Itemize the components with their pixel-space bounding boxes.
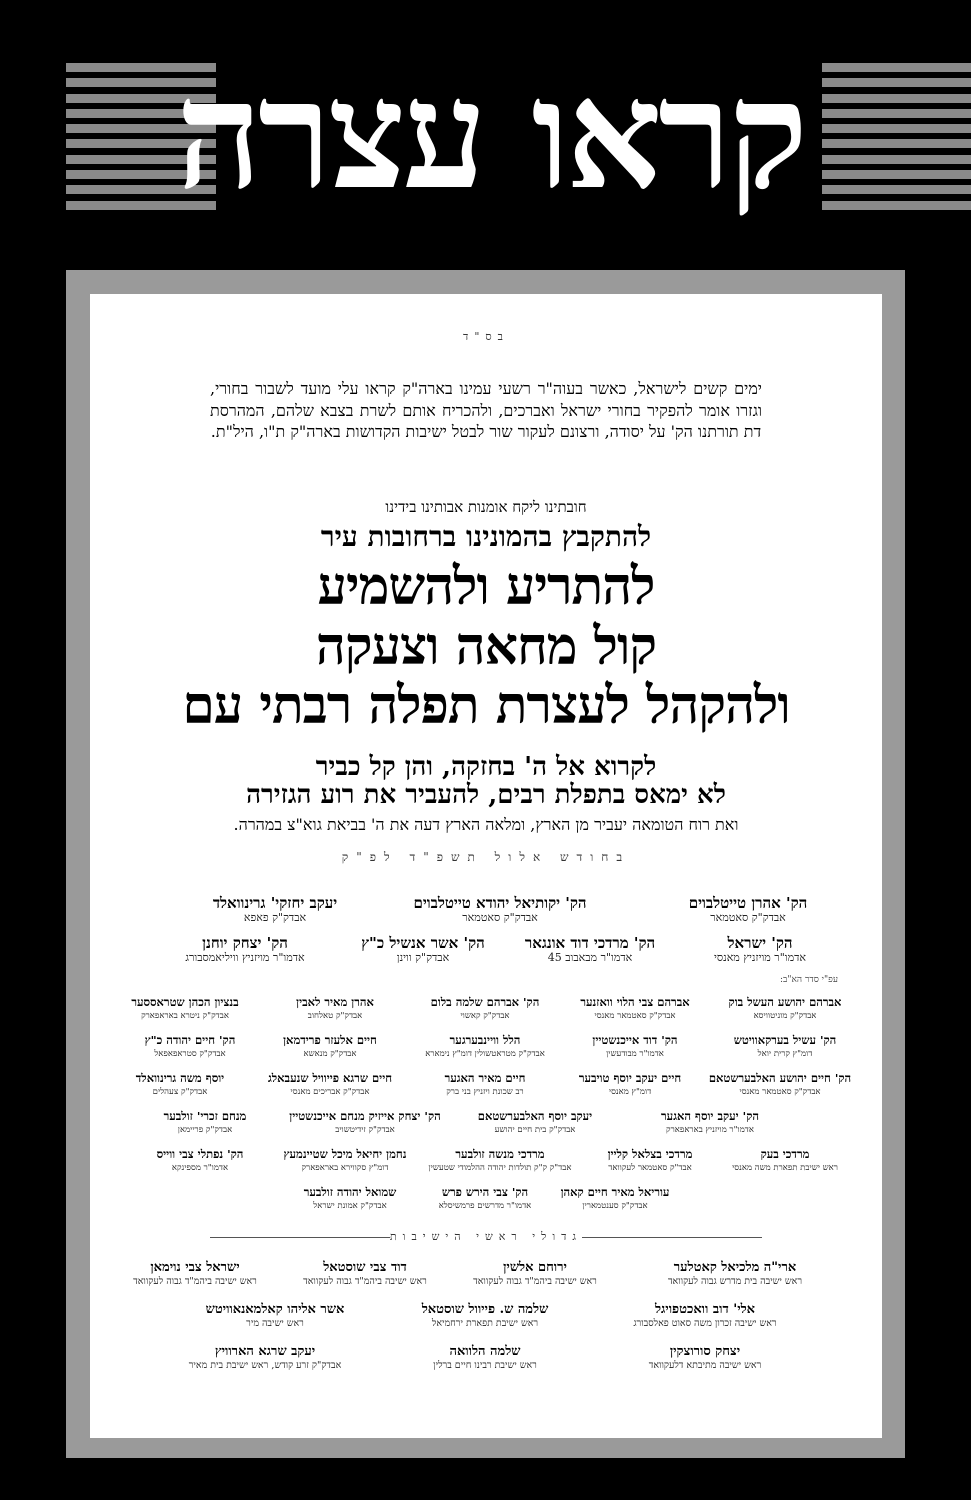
signer-title: דומ"ץ קרית יואל: [757, 1049, 813, 1059]
yeshiva-head: [590, 1302, 820, 1330]
signer-title: אבדק"ק אמונת ישראל: [313, 1201, 387, 1211]
headline-1: להתריע ולהשמיע: [317, 556, 655, 617]
signer-name: עוריאל מאיר חיים קאהן: [560, 1185, 670, 1199]
signer-name: הק' מרדכי דוד אונגאר: [524, 934, 656, 952]
closing-line: ואת רוח הטומאה יעביר מן הארץ, ומלאה הארץ דעה את ה' בביאת גוא"צ במהרה.: [233, 815, 739, 834]
signer-name: חיים מאיר האגער: [444, 1071, 526, 1085]
headline-3: ולהקהל לעצרת תפלה רבתי עם: [182, 675, 790, 736]
signer-title: אבדק"ק מנאשא: [303, 1049, 357, 1059]
signer: [710, 994, 860, 1022]
stripe: [822, 94, 971, 103]
signer-title: ראש ישיבה מתיבתא דלעקוואד: [648, 1360, 762, 1371]
signer-title: ראש ישיבה ביהמ"ד גבוה לעקוואד: [473, 1276, 597, 1287]
signer-title: אבדק"ק ווינן: [396, 951, 450, 964]
signer-title: אבדק"ק צעהלים: [152, 1087, 208, 1097]
signer: [270, 1146, 420, 1174]
stripe: [822, 201, 971, 210]
signer-name: יוסף משה גרינוואלד: [135, 1071, 225, 1085]
signer-title: אבד"ק סאטמאר לעקוואד: [608, 1163, 692, 1173]
signer-name: הק' חיים יהושע האלבערשטאם: [708, 1071, 852, 1085]
signer: [110, 1070, 250, 1098]
signer-name: ישראל צבי נוימאן: [150, 1260, 240, 1275]
signer-name: הק' יקותיאל יהודא טייטלבוים: [413, 894, 587, 912]
signer-title: אבדק"ק בית חיים יהושע: [494, 1125, 576, 1135]
subheadline-1: לקרוא אל ה' בחזקה, והן קל כביר: [315, 752, 657, 782]
signer-name: נחמן יחיאל מיכל שטיינמעץ: [283, 1147, 407, 1161]
signer-name: שלמה הלוואה: [449, 1344, 521, 1359]
signer: [460, 1108, 610, 1136]
signer-top: [190, 894, 360, 924]
signer-title: אבדק"ק סטראפאפאל: [154, 1049, 226, 1059]
signer-title: דומ"ץ מאנסי: [608, 1087, 652, 1097]
signer-name: הלל וויינבערגער: [449, 1033, 521, 1047]
signer-title: אבדק"ק סאטמאר מאנסי: [594, 1011, 676, 1021]
signer-title: אדמו"ר מויזניץ מאנסי: [713, 951, 806, 964]
document-body: [90, 294, 882, 1438]
stripe: [822, 155, 971, 164]
signer-name: מרדכי מנשה זולבער: [455, 1147, 545, 1161]
signer-name: ארי"ה מלכיאל קאטלער: [673, 1260, 797, 1275]
signer: [560, 1070, 700, 1098]
signer-name: מנחם זכרי' זולבער: [163, 1109, 247, 1123]
signer: [260, 994, 410, 1022]
signer-name: הק' דוד אייכנשטיין: [592, 1033, 678, 1047]
signer-name: דוד צבי שוסטאל: [323, 1260, 407, 1275]
signer-name: הק' אהרן טייטלבוים: [688, 894, 808, 912]
decorative-stripes-right: [822, 63, 971, 217]
signer-title: אבדק"ק זרע קודש, ראש ישיבת בית מאיר: [188, 1360, 342, 1371]
signer-title: אבדק"ק סענטמארין: [582, 1201, 648, 1211]
yeshiva-head: [390, 1344, 580, 1372]
signer-title: אדמו"ר מויזניץ וויליאמסבורג: [185, 951, 305, 964]
signer: [410, 1070, 560, 1098]
signer-name: מרדכי בעק: [760, 1147, 810, 1161]
signer-name: שלמה ש. פייוול שוסטאל: [421, 1302, 549, 1317]
signer-title: אבדק"ק זידיטשויב: [335, 1125, 395, 1135]
signer: [710, 1146, 860, 1174]
divider-line-right: [582, 1237, 762, 1238]
stripe: [822, 109, 971, 118]
masthead: [0, 0, 971, 270]
gather-line: להתקבץ בהמונינו ברחובות עיר: [320, 520, 652, 553]
signer-top: [150, 934, 340, 964]
signer-title: אבדק"ק מטראטשולין דומ"ץ נימארא: [425, 1049, 545, 1059]
signer-title: אדמו"ר מבודעשין: [606, 1049, 664, 1059]
signer-name: הק' אברהם שלמה בלום: [430, 995, 540, 1009]
stripe: [822, 185, 971, 194]
signer: [560, 994, 710, 1022]
signer-top: [380, 894, 620, 924]
stripe: [822, 124, 971, 133]
signer: [560, 1032, 710, 1060]
yeshiva-heads-heading: גדולי ראשי הישיבות: [389, 1230, 583, 1243]
yeshiva-head: [610, 1260, 860, 1288]
signer-title: אבדק"ק קאשוי: [460, 1011, 510, 1021]
signer-name: הק' אשר אנשיל כ"ץ: [361, 934, 485, 952]
signer-name: הק' חיים יהודה כ"ץ: [144, 1033, 236, 1047]
signer-name: חיים אלעזר פרידמאן: [283, 1033, 377, 1047]
stripe: [822, 139, 971, 148]
signer-name: אברהם צבי הלוי וואזנער: [580, 995, 690, 1009]
signer-title: רב שכונת ויזניץ בני ברק: [446, 1087, 524, 1097]
signer-title: אבדק"ק פריימאן: [177, 1125, 233, 1135]
intro-paragraph: ימים קשים לישראל, כאשר בעוה"ר רשעי עמינו בארה"ק קראו עלי מועד לשבור בחורי, וגזרו אומר להפקיר בחורי ישראל ואברכים, ולהכריח אותם לשרת בצבא שלהם, המהרסת דת תורתנו הק' על יסודה, ורצונם לעקור שור לבטל ישיבות הקדושות בארה"ק ת"ו, היל"ת.: [210, 379, 762, 441]
signer-title: דומ"ץ סקווירא באראפארק: [301, 1163, 389, 1173]
signer-title: אדמו"ר מדרשים פרמשיסלא: [438, 1201, 532, 1211]
signer: [400, 1032, 570, 1060]
yeshiva-head: [390, 1302, 580, 1330]
signer-name: אברהם יהושע העשל בוק: [728, 995, 842, 1009]
signer: [120, 1032, 260, 1060]
signer-title: אבדק"ק ניטרא באראפארק: [141, 1011, 229, 1021]
signer-name: הק' יצחק יוחנן: [202, 934, 288, 952]
signer-name: הק' צבי הירש פרש: [441, 1185, 529, 1199]
signer: [280, 1184, 420, 1212]
signer-title: ראש ישיבה ביהמ"ד גבוה לעקוואד: [303, 1276, 427, 1287]
signer-title: אבדק"ק מוניטוויסא: [753, 1011, 817, 1021]
signer-top: [348, 934, 498, 964]
signer: [580, 1146, 720, 1174]
signer: [270, 1108, 460, 1136]
poster-title: קראו עצרה: [175, 47, 805, 223]
signer: [700, 1070, 860, 1098]
signer-name: אהרן מאיר לאבין: [296, 995, 374, 1009]
signer-name: אשר אליהו קאלמאנאוויטש: [205, 1302, 345, 1317]
signer-title: אדמו"ר מספינקא: [171, 1163, 229, 1173]
signer: [540, 1184, 690, 1212]
duty-line: חובתינו ליקח אומנות אבותינו בידינו: [385, 498, 587, 516]
yeshiva-head: [170, 1302, 380, 1330]
signer-name: אלי' דוב וואכטפויגל: [654, 1302, 756, 1317]
signer-name: הק' עשיל בערקאוויטש: [733, 1033, 837, 1047]
yeshiva-head: [150, 1344, 380, 1372]
signer-title: אדמו"ר מבאבוב 45: [547, 951, 633, 964]
signer-name: חיים יעקב יוסף טויבער: [578, 1071, 682, 1085]
signer: [140, 1108, 270, 1136]
signer-name: מרדכי בצלאל קליין: [607, 1147, 693, 1161]
signer-title: ראש ישיבה ביהמ"ד גבוה לעקוואד: [133, 1276, 257, 1287]
signer: [420, 1146, 580, 1174]
yeshiva-head: [590, 1344, 820, 1372]
signer-name: שמואל יהודה זולבער: [303, 1185, 397, 1199]
signer: [710, 1032, 860, 1060]
signer: [130, 1146, 270, 1174]
signer: [110, 994, 260, 1022]
signer-name: חיים שרגא פייוויל שנעבאלג: [267, 1071, 393, 1085]
signer-name: יצחק סורוצקין: [669, 1344, 741, 1359]
order-label: עפ"י סדר הא"ב:: [780, 975, 838, 985]
signer-title: אבדק"ק טאלחוב: [307, 1011, 363, 1021]
stripe: [822, 63, 971, 72]
signer: [260, 1032, 400, 1060]
signer-name: הק' נפתלי צבי ווייס: [156, 1147, 244, 1161]
signer-name: בנציון הכהן שטראססער: [131, 995, 239, 1009]
yeshiva-head: [450, 1260, 620, 1288]
signer: [610, 1108, 810, 1136]
signer-title: אבדק"ק סאטמאר מאנסי: [739, 1087, 821, 1097]
subheadline-2: לא ימאס בתפלת רבים, להעביר את רוע הגזירה: [246, 780, 726, 810]
signer-top: [680, 934, 840, 964]
yeshiva-head: [110, 1260, 280, 1288]
signer: [250, 1070, 410, 1098]
signer-name: ירוחם אלשין: [503, 1260, 567, 1275]
signer-title: ראש ישיבת תפארת ירחמיאל: [431, 1318, 539, 1329]
stripe: [822, 170, 971, 179]
signer-title: ראש ישיבה מיר: [246, 1318, 304, 1329]
signer-title: ראש ישיבת תפארת משה מאנסי: [732, 1163, 838, 1173]
bsd-mark: בס"ד: [463, 330, 509, 343]
headline-2: קול מחאה וצעקה: [315, 616, 657, 677]
stripe: [822, 78, 971, 87]
signer: [410, 994, 560, 1022]
signer-title: ראש ישיבת רבינו חיים ברלין: [433, 1360, 537, 1371]
signer-name: הק' יעקב יוסף האגער: [661, 1109, 759, 1123]
signer-name: יעקב שרגא הארוויץ: [214, 1344, 316, 1359]
signer-name: הק' ישראל: [727, 934, 793, 952]
signer: [420, 1184, 550, 1212]
signer-title: ראש ישיבה זכרון משה סאוט פאלסבורג: [633, 1318, 777, 1329]
signer-title: אבדק"ק אבריכים מאנסי: [290, 1087, 370, 1097]
signer-title: ראש ישיבה בית מדרש גבוה לעקוואד: [667, 1276, 803, 1287]
signer-top: [638, 894, 858, 924]
signer-name: יעקב יוסף האלבערשטאם: [477, 1109, 593, 1123]
signer-title: אדמו"ר מויזניץ באראפארק: [666, 1125, 754, 1135]
signer-title: אבדק"ק סאטמאר: [462, 911, 538, 924]
signer-title: אבדק"ק סאטמאר: [710, 911, 786, 924]
signer-name: יעקב יחזקי' גרינוואלד: [212, 894, 338, 912]
signer-name: הק' יצחק אייזיק מנחם אייכנשטיין: [289, 1109, 441, 1123]
date-line: בחודש אלול תשפ"ד לפ"ק: [341, 850, 631, 864]
yeshiva-head: [280, 1260, 450, 1288]
signer-title: אבד"ק ק"ק תולדות יהודה ההלמודי שטעשין: [428, 1163, 572, 1173]
signer-top: [510, 934, 670, 964]
signer-title: אבדק"ק פאפא: [243, 911, 307, 924]
